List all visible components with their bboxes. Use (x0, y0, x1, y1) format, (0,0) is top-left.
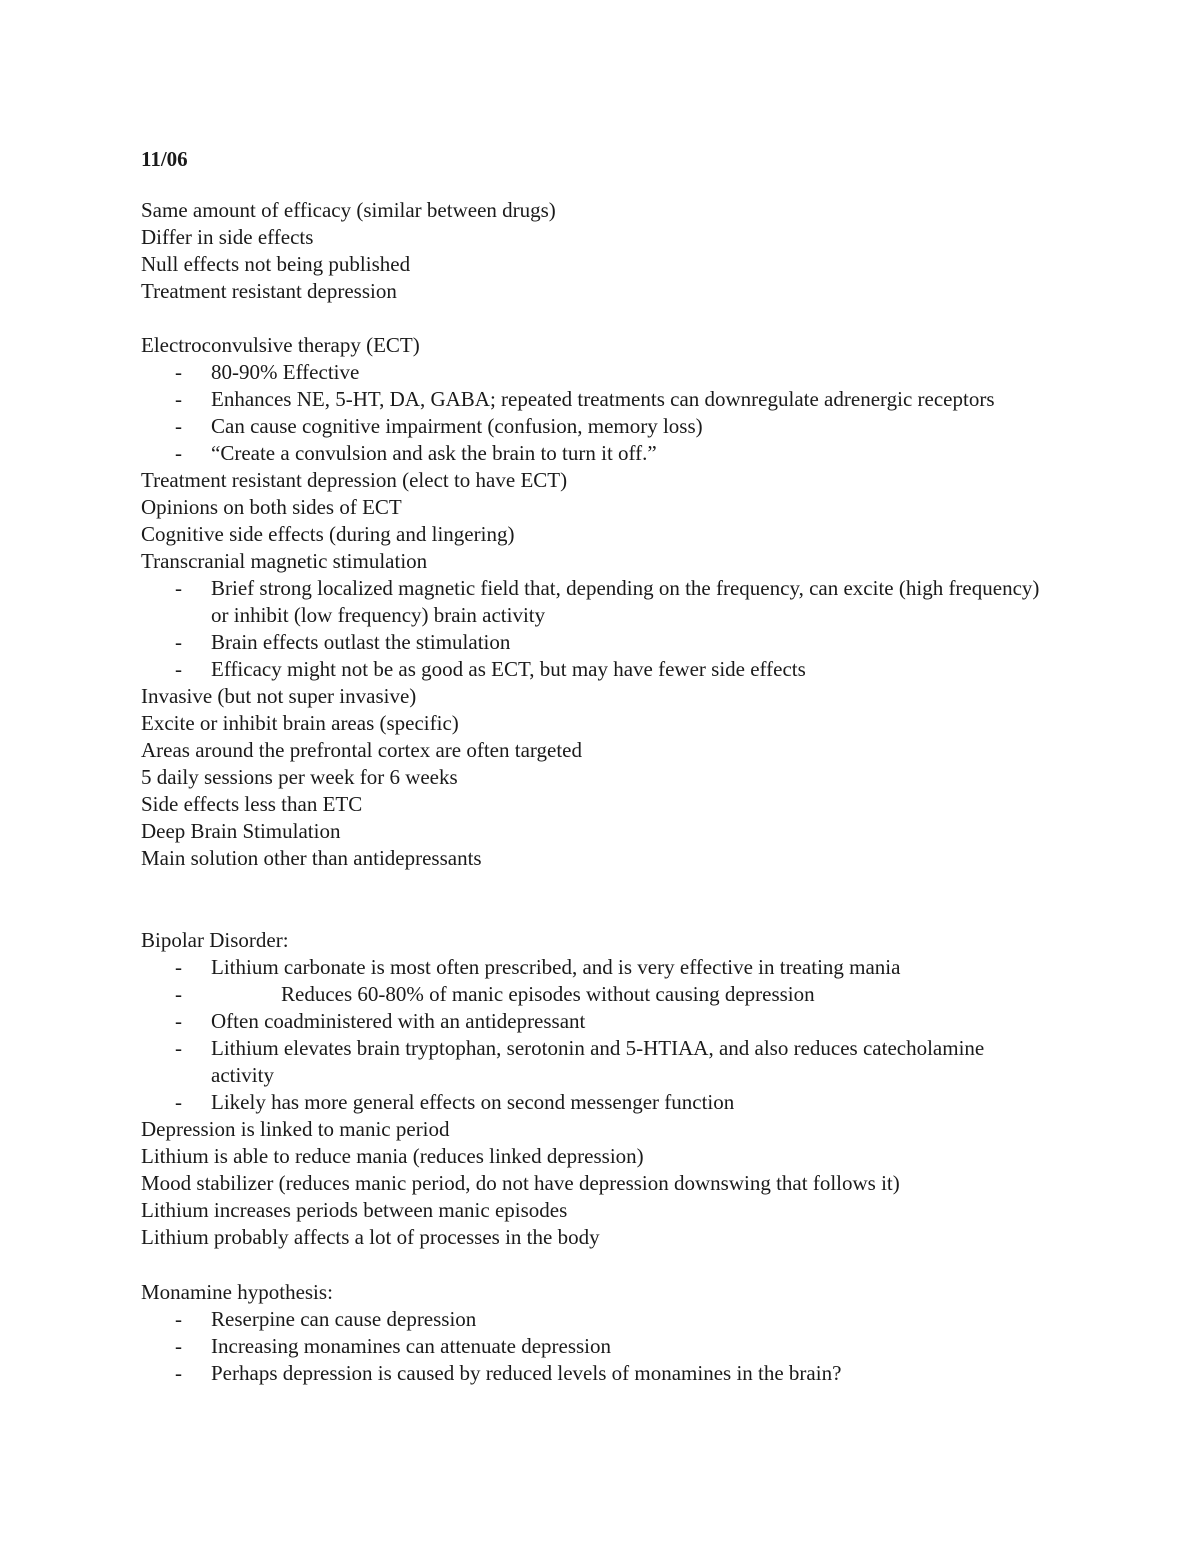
bullet-list (141, 575, 1081, 683)
intro-line: Treatment resistant depression (141, 279, 397, 303)
section-heading: Monamine hypothesis: (141, 1280, 333, 1304)
intro-line: Same amount of efficacy (similar between drugs) (141, 198, 556, 222)
note-line: Depression is linked to manic period (141, 1117, 450, 1141)
bullet-item: - 80-90% Effective (175, 360, 360, 384)
dash-marker: - (175, 982, 182, 1006)
dash-marker: - (175, 1307, 182, 1331)
bullet-item: - Brief strong localized magnetic field that, depending on the frequency, can excite (high frequency) or inhibit (low frequency) brain activity (175, 576, 1040, 627)
bipolar-section (141, 927, 1081, 1251)
dash-marker: - (175, 1090, 182, 1114)
section-heading: Transcranial magnetic stimulation (141, 549, 428, 573)
note-line: Main solution other than antidepressants (141, 846, 482, 870)
monamine-section (141, 1279, 1081, 1387)
note-line: Areas around the prefrontal cortex are often targeted (141, 738, 582, 762)
intro-section (141, 197, 1081, 305)
note-line: 5 daily sessions per week for 6 weeks (141, 765, 458, 789)
dash-marker: - (175, 1361, 182, 1385)
dash-marker: - (175, 1334, 182, 1358)
bullet-list (141, 359, 1081, 467)
note-line: Cognitive side effects (during and lingering) (141, 522, 515, 546)
bullet-item: - Can cause cognitive impairment (confusion, memory loss) (175, 414, 703, 438)
intro-line: Null effects not being published (141, 252, 411, 276)
dash-marker: - (175, 1009, 182, 1033)
note-line: Lithium probably affects a lot of processes in the body (141, 1225, 600, 1249)
dash-marker: - (175, 387, 182, 411)
bullet-list (141, 1306, 1081, 1387)
bullet-item: - Lithium elevates brain tryptophan, serotonin and 5-HTIAA, and also reduces catecholamine activity (175, 1036, 985, 1087)
dash-marker: - (175, 576, 182, 600)
section-heading: Bipolar Disorder: (141, 928, 289, 952)
note-line: Treatment resistant depression (elect to have ECT) (141, 468, 568, 492)
note-line: Deep Brain Stimulation (141, 819, 341, 843)
section-heading: Electroconvulsive therapy (ECT) (141, 333, 420, 357)
bullet-item: - Reduces 60-80% of manic episodes without causing depression (175, 982, 815, 1006)
bullet-item: - Efficacy might not be as good as ECT, but may have fewer side effects (175, 657, 806, 681)
dash-marker: - (175, 657, 182, 681)
bullet-list (141, 954, 1081, 1116)
bullet-item: - Often coadministered with an antidepressant (175, 1009, 586, 1033)
note-line: Lithium increases periods between manic episodes (141, 1198, 568, 1222)
bullet-item: - Reserpine can cause depression (175, 1307, 477, 1331)
bullet-item: - “Create a convulsion and ask the brain to turn it off.” (175, 441, 657, 465)
bullet-item: - Brain effects outlast the stimulation (175, 630, 511, 654)
ect-section (141, 332, 1081, 872)
bullet-item: - Perhaps depression is caused by reduced levels of monamines in the brain? (175, 1361, 842, 1385)
date-heading: 11/06 (141, 147, 188, 171)
note-line: Excite or inhibit brain areas (specific) (141, 711, 459, 735)
dash-marker: - (175, 630, 182, 654)
bullet-item: - Enhances NE, 5-HT, DA, GABA; repeated treatments can downregulate adrenergic receptors (175, 387, 995, 411)
dash-marker: - (175, 955, 182, 979)
note-line: Side effects less than ETC (141, 792, 363, 816)
dash-marker: - (175, 1036, 182, 1060)
note-line: Invasive (but not super invasive) (141, 684, 417, 708)
bullet-item: - Increasing monamines can attenuate depression (175, 1334, 612, 1358)
dash-marker: - (175, 441, 182, 465)
intro-line: Differ in side effects (141, 225, 314, 249)
dash-marker: - (175, 360, 182, 384)
note-line: Opinions on both sides of ECT (141, 495, 402, 519)
bullet-item: - Lithium carbonate is most often prescribed, and is very effective in treating mania (175, 955, 901, 979)
note-line: Lithium is able to reduce mania (reduces linked depression) (141, 1144, 644, 1168)
note-line: Mood stabilizer (reduces manic period, do not have depression downswing that follows it) (141, 1171, 900, 1195)
bullet-item: - Likely has more general effects on second messenger function (175, 1090, 735, 1114)
dash-marker: - (175, 414, 182, 438)
